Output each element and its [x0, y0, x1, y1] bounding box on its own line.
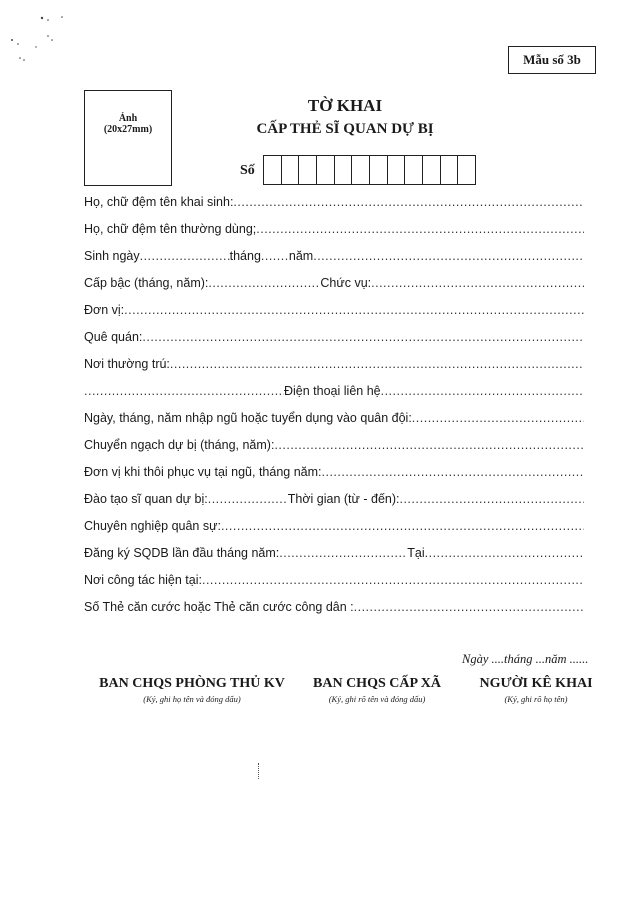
field-label: Nơi thường trú:: [84, 357, 170, 371]
number-digit-box[interactable]: [458, 155, 476, 185]
fill-line[interactable]: [140, 249, 230, 263]
signature-note: (Ký, ghi họ tên và đóng dấu): [143, 694, 241, 704]
fill-line[interactable]: [202, 573, 584, 587]
fill-line[interactable]: [208, 492, 288, 506]
field-unit: [84, 303, 584, 321]
field-label: Họ, chữ đệm tên khai sinh:: [84, 195, 234, 209]
photo-placeholder: [84, 90, 172, 186]
field-label: Đơn vị khi thôi phục vụ tại ngũ, tháng năm:: [84, 465, 322, 479]
field-residence: [84, 357, 584, 375]
field-label: Tại: [407, 546, 425, 560]
field-label: Họ, chữ đệm tên thường dùng;: [84, 222, 257, 236]
page-title: TỜ KHAI: [307, 96, 383, 115]
fill-line[interactable]: [208, 276, 320, 290]
field-label: năm: [288, 249, 314, 263]
signature-district: [88, 676, 296, 704]
number-digit-box[interactable]: [423, 155, 441, 185]
photo-label: Ảnh: [118, 113, 138, 124]
number-digit-box[interactable]: [263, 155, 282, 185]
field-label: Ngày, tháng, năm nhập ngũ hoặc tuyển dụng vào quân đội:: [84, 411, 412, 425]
fill-line[interactable]: [233, 195, 584, 209]
field-enlistment: [84, 411, 584, 429]
number-digit-box[interactable]: [317, 155, 335, 185]
fill-line[interactable]: [84, 384, 284, 398]
field-birth-name: [84, 195, 584, 213]
field-label: Chuyên nghiệp quân sự:: [84, 519, 221, 533]
scan-mark: [258, 763, 260, 779]
fill-line[interactable]: [313, 249, 584, 263]
scan-specks: [10, 14, 80, 74]
number-digit-box[interactable]: [441, 155, 459, 185]
field-discharge-unit: [84, 465, 584, 483]
field-label: Đơn vị:: [84, 303, 125, 317]
number-boxes[interactable]: [263, 155, 476, 185]
signature-note: (Ký, ghi rõ tên và đóng dấu): [328, 694, 426, 704]
field-id-card: [84, 600, 584, 618]
field-label: Chuyển ngạch dự bị (tháng, năm):: [84, 438, 275, 452]
number-digit-box[interactable]: [352, 155, 370, 185]
signature-title: BAN CHQS CẤP XÃ: [313, 676, 441, 691]
field-workplace: [84, 573, 584, 591]
fill-line[interactable]: [124, 303, 584, 317]
number-digit-box[interactable]: [282, 155, 300, 185]
number-digit-box[interactable]: [335, 155, 353, 185]
field-label: Chức vụ:: [320, 276, 372, 290]
fill-line[interactable]: [354, 600, 584, 614]
field-common-name: [84, 222, 584, 240]
fill-line[interactable]: [261, 249, 289, 263]
fill-line[interactable]: [142, 330, 584, 344]
field-training: [84, 492, 584, 510]
field-label: Cấp bậc (tháng, năm):: [84, 276, 209, 290]
date-line: Ngày ....tháng ...năm ......: [462, 652, 589, 666]
form-number-box: Mẫu số 3b: [508, 46, 596, 74]
field-reserve-transfer: [84, 438, 584, 456]
field-label: Nơi công tác hiện tại:: [84, 573, 202, 587]
field-label: Quê quán:: [84, 330, 143, 344]
number-label: Số: [240, 163, 255, 178]
field-specialty: [84, 519, 584, 537]
field-label: Đào tạo sĩ quan dự bị:: [84, 492, 208, 506]
fill-line[interactable]: [412, 411, 584, 425]
fill-line[interactable]: [381, 384, 584, 398]
field-first-registration: [84, 546, 584, 564]
field-label: Thời gian (từ - đến):: [287, 492, 400, 506]
field-label: Sinh ngày: [84, 249, 140, 263]
fill-line[interactable]: [371, 276, 584, 290]
number-digit-box[interactable]: [405, 155, 423, 185]
field-label: Điện thoại liên hệ: [284, 384, 381, 398]
number-digit-box[interactable]: [388, 155, 406, 185]
field-label: tháng: [229, 249, 261, 263]
number-digit-box[interactable]: [299, 155, 317, 185]
field-label: Số Thẻ căn cước hoặc Thẻ căn cước công dân :: [84, 600, 354, 614]
fill-line[interactable]: [399, 492, 584, 506]
signature-title: NGƯỜI KÊ KHAI: [479, 676, 593, 691]
field-dob: [84, 249, 584, 267]
signature-note: (Ký, ghi rõ họ tên): [504, 694, 568, 704]
field-rank-position: [84, 276, 584, 294]
fill-line[interactable]: [274, 438, 584, 452]
fill-line[interactable]: [279, 546, 407, 560]
fill-line[interactable]: [221, 519, 584, 533]
fill-line[interactable]: [170, 357, 584, 371]
signature-title: BAN CHQS PHÒNG THỦ KV: [99, 676, 285, 691]
number-digit-box[interactable]: [370, 155, 388, 185]
photo-size: (20x27mm): [103, 124, 153, 135]
field-phone: [84, 384, 584, 402]
field-label: Đăng ký SQDB lần đầu tháng năm:: [84, 546, 280, 560]
page-subtitle: CẤP THẺ SĨ QUAN DỰ BỊ: [256, 121, 434, 137]
signature-declarant: [466, 676, 606, 704]
fill-line[interactable]: [425, 546, 584, 560]
fill-line[interactable]: [256, 222, 584, 236]
fill-line[interactable]: [322, 465, 585, 479]
signature-commune: [302, 676, 452, 704]
field-hometown: [84, 330, 584, 348]
